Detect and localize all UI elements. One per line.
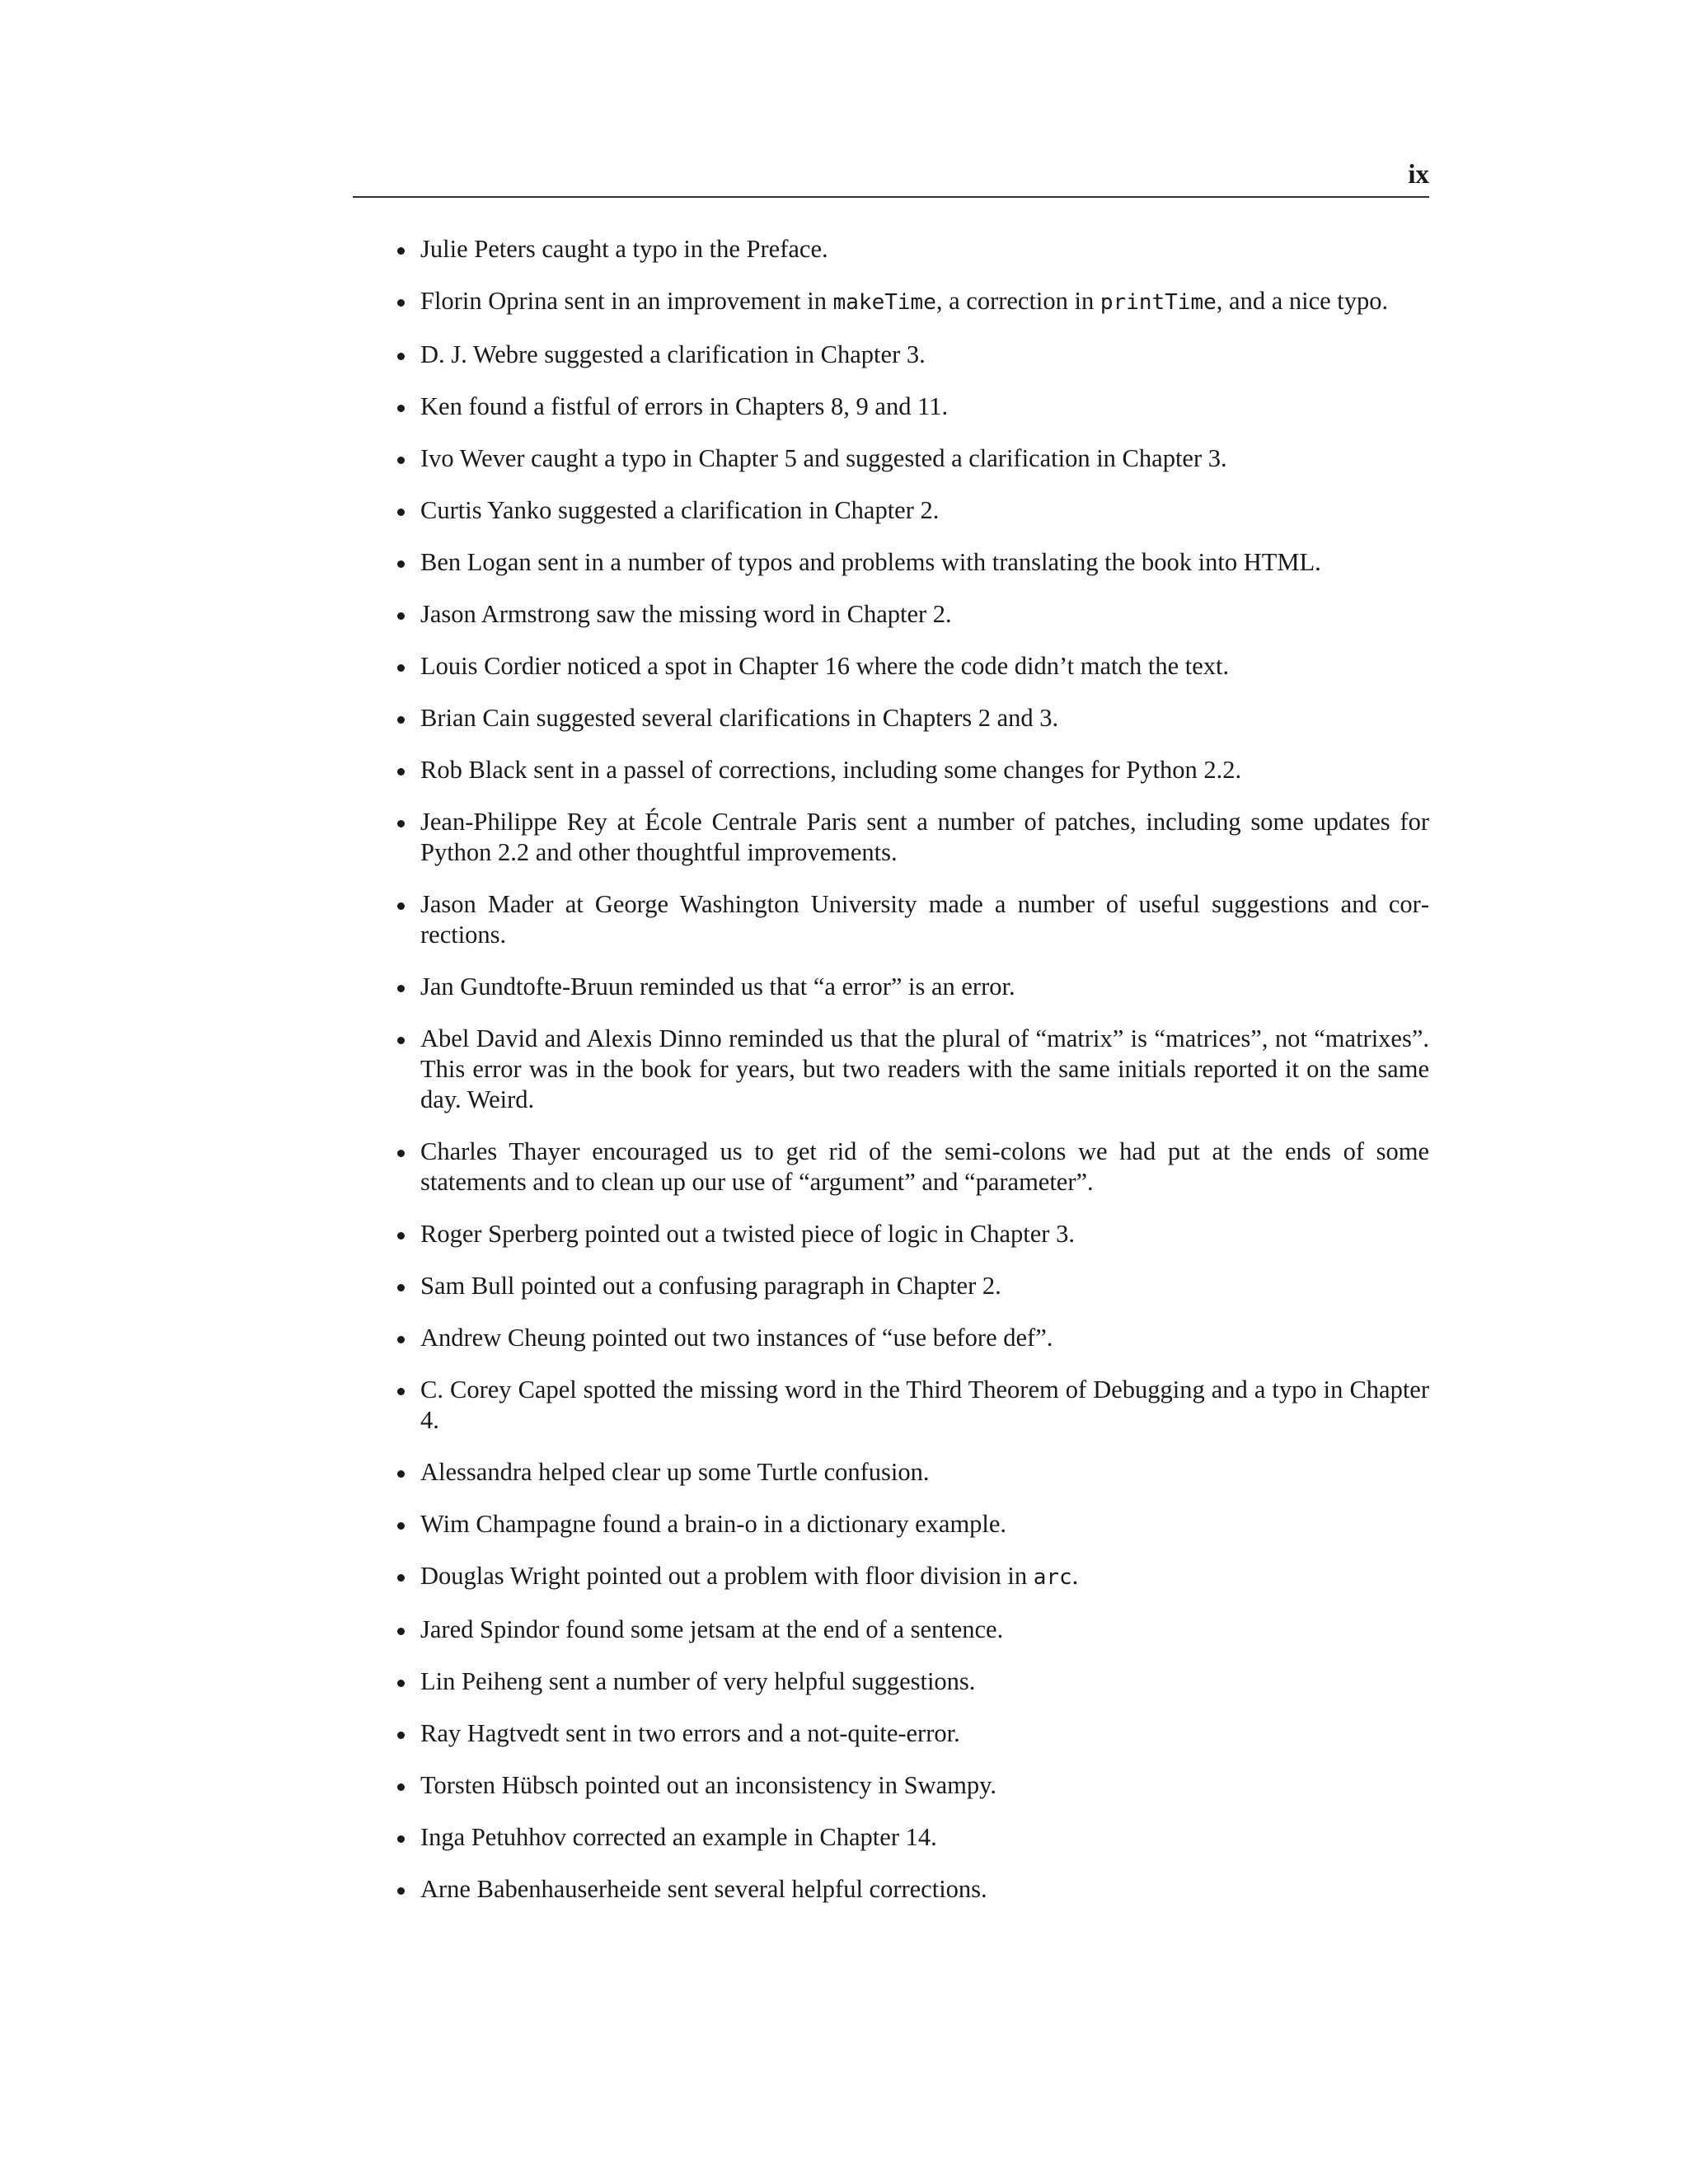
list-item: [353, 1615, 1429, 1645]
list-item-text: Wim Champagne found a brain-o in a dictionary example.: [420, 1510, 1007, 1538]
list-item: [353, 703, 1429, 733]
contributors-list-section: [353, 234, 1429, 1926]
list-item-text: Louis Cordier noticed a spot in Chapter 16 where the code didn’t match the text.: [420, 652, 1230, 680]
contributors-list: [353, 234, 1429, 1905]
list-item: [353, 1323, 1429, 1353]
list-item-text: Alessandra helped clear up some Turtle confusion.: [420, 1458, 930, 1486]
list-item-text: Ken found a fistful of errors in Chapters 8, 9 and 11.: [420, 392, 949, 420]
list-item: [353, 391, 1429, 422]
list-item: [353, 1770, 1429, 1801]
list-item: [353, 547, 1429, 578]
list-item: [353, 1457, 1429, 1488]
list-item: [353, 1137, 1429, 1197]
list-item-text: Ben Logan sent in a number of typos and problems with translating the book into HTML.: [420, 548, 1321, 576]
list-item: [353, 1822, 1429, 1853]
list-item: [353, 755, 1429, 785]
list-item-text: Douglas Wright pointed out a problem with floor division in: [420, 1562, 1034, 1590]
list-item: [353, 889, 1429, 950]
list-item: [353, 495, 1429, 526]
list-item: [353, 1718, 1429, 1749]
list-item: [353, 599, 1429, 630]
list-item-text: D. J. Webre suggested a clarification in Chapter 3.: [420, 340, 926, 368]
inline-code: printTime: [1100, 290, 1217, 315]
list-item-text: Roger Sperberg pointed out a twisted piece of logic in Chapter 3.: [420, 1220, 1075, 1248]
list-item-text: Lin Peiheng sent a number of very helpful suggestions.: [420, 1667, 976, 1695]
list-item-text: Florin Oprina sent in an improvement in: [420, 287, 833, 315]
list-item: [353, 1024, 1429, 1115]
list-item-text: Torsten Hübsch pointed out an inconsistency in Swampy.: [420, 1771, 996, 1799]
list-item-text: Ivo Wever caught a typo in Chapter 5 and suggested a clarification in Chapter 3.: [420, 444, 1227, 472]
list-item-text: Arne Babenhauserheide sent several helpful corrections.: [420, 1875, 987, 1903]
list-item: [353, 234, 1429, 265]
list-item-text: Julie Peters caught a typo in the Preface.: [420, 235, 828, 263]
list-item-text: Curtis Yanko suggested a clarification in Chapter 2.: [420, 496, 940, 524]
list-item: [353, 286, 1429, 318]
list-item: [353, 807, 1429, 868]
list-item-text: Inga Petuhhov corrected an example in Chapter 14.: [420, 1823, 937, 1851]
page-number: ix: [1408, 160, 1429, 190]
inline-code: makeTime: [832, 290, 936, 315]
list-item-text: Jared Spindor found some jetsam at the end of a sentence.: [420, 1615, 1004, 1643]
list-item: [353, 651, 1429, 682]
list-item: [353, 1509, 1429, 1540]
list-item-text: Jason Armstrong saw the missing word in Chapter 2.: [420, 600, 952, 628]
list-item-text: , and a nice typo.: [1216, 287, 1389, 315]
inline-code: arc: [1033, 1565, 1072, 1590]
list-item-text: .: [1071, 1562, 1079, 1590]
list-item-text: Jason Mader at George Washington University made a number of useful suggestions and corrections.: [420, 890, 1429, 949]
list-item-text: Charles Thayer encouraged us to get rid of the semi-colons we had put at the ends of some statements and to clean up our use of “argument” and “parameter”.: [420, 1137, 1429, 1196]
list-item: [353, 1219, 1429, 1249]
list-item: [353, 1666, 1429, 1697]
list-item-text: Rob Black sent in a passel of corrections, including some changes for Python 2.2.: [420, 756, 1242, 784]
list-item-text: Sam Bull pointed out a confusing paragraph in Chapter 2.: [420, 1272, 1001, 1300]
list-item: [353, 1561, 1429, 1593]
list-item: [353, 972, 1429, 1002]
list-item-text: Jan Gundtofte-Bruun reminded us that “a error” is an error.: [420, 972, 1015, 1001]
list-item: [353, 1271, 1429, 1301]
list-item: [353, 340, 1429, 370]
list-item-text: Jean-Philippe Rey at École Centrale Paris sent a number of patches, including some updates for Python 2.2 and other thoughtful improvements.: [420, 808, 1429, 866]
list-item-text: Brian Cain suggested several clarifications in Chapters 2 and 3.: [420, 704, 1059, 732]
list-item-text: Andrew Cheung pointed out two instances of “use before def”.: [420, 1324, 1053, 1352]
list-item: [353, 443, 1429, 474]
list-item-text: C. Corey Capel spotted the missing word in the Third Theorem of Debugging and a typo in Chapter 4.: [420, 1376, 1429, 1434]
list-item-text: , a correction in: [935, 287, 1100, 315]
list-item-text: Abel David and Alexis Dinno reminded us that the plural of “matrix” is “matrices”, not “matrixes”. This error was in the book for years, but two readers with the same initials reported it on the same day. Weird.: [420, 1024, 1429, 1113]
page-header: [353, 153, 1429, 198]
list-item-text: Ray Hagtvedt sent in two errors and a not-quite-error.: [420, 1719, 960, 1747]
list-item: [353, 1375, 1429, 1436]
list-item: [353, 1874, 1429, 1905]
